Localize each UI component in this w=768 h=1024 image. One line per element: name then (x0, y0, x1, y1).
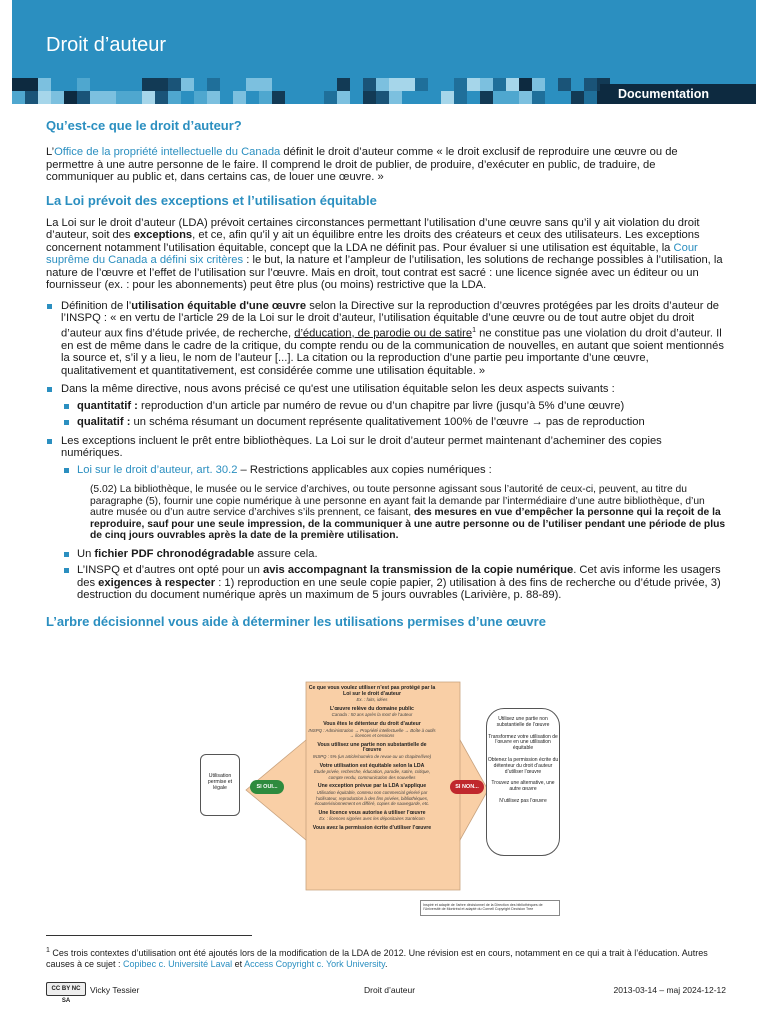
alternative-item: Trouvez une alternative, une autre œuvre (491, 780, 555, 793)
mosaic-tile (12, 91, 25, 104)
mosaic-tile (246, 78, 259, 91)
mosaic-tile (116, 78, 129, 91)
footnote-divider (46, 935, 252, 936)
mosaic-tile (155, 91, 168, 104)
mosaic-tile (493, 91, 506, 104)
decision-criteria (308, 686, 436, 835)
mosaic-tile (519, 78, 532, 91)
mosaic-tile (389, 78, 402, 91)
law-article-link[interactable]: Loi sur le droit d’auteur, art. 30.2 (77, 463, 238, 476)
mosaic-tile (207, 91, 220, 104)
mosaic-tile (142, 78, 155, 91)
page-title: Droit d’auteur (46, 34, 167, 56)
footer-doc-title: Droit d’auteur (364, 985, 416, 995)
copibec-link[interactable]: Copibec c. Université Laval (123, 959, 233, 969)
mosaic-tile (25, 78, 38, 91)
mosaic-tile (51, 91, 64, 104)
section-title-what-is: Qu’est-ce que le droit d’auteur? (46, 118, 242, 133)
mosaic-tile (337, 78, 350, 91)
mosaic-tile (142, 91, 155, 104)
diagram-credit: Inspiré et adapté de l’arbre décisionnel de la Direction des bibliothèques de l’Université de Montréal et adapté du Cornell Copyright Decision Tree (420, 900, 560, 916)
mosaic-tile (194, 91, 207, 104)
mosaic-tile (363, 91, 376, 104)
mosaic-tile (532, 91, 545, 104)
sub-bullet-pdf: Un fichier PDF chronodégradable assure cela. (46, 548, 726, 561)
mosaic-tile (337, 91, 350, 104)
lda-paragraph: La Loi sur le droit d’auteur (LDA) prévoit certaines circonstances permettant l’utilisation d’une œuvre sans qu’il y ait violation du droit d’auteur, soit des exceptions, et ce, afin qu’il y ait un équilibre entre les droits des créateurs et ceux des utilisateurs. Les exceptions concernent notamment l’utilisation équitable, concept que la LDA ne définit pas. Pour évaluer si une utilisation est équitable, la Cour suprême du Canada a défini six critères : le but, la nature et l’ampleur de l’utilisation, les solutions de rechange possibles à l’utilisation, la nature de l’œuvre et l’effet de l’utilisation sur l’œuvre. Mais en droit, tout contrat est sacré : une licence signée avec un éditeur ou un fournisseur (ex. : pour les abonnements) peut être plus (ou moins) restrictive que la LDA. (46, 216, 723, 291)
sub-bullet-inspq-notice: L’INSPQ et d’autres ont opté pour un avis accompagnant la transmission de la copie numérique. Cet avis informe les usagers des exigences à respecter : 1) reproduction en une seule copie papier, 2) utilisation à des fins de recherche ou d’étude privée, 3) destruction du document numérique après un maximum de 5 jours ouvrables (Larivière, p. 88-89). (46, 564, 726, 602)
page-header (12, 0, 756, 104)
criterion: Une exception prévue par la LDA s’applique Utilisation équitable, contenu non commercial généré par l’utilisateur, reproduction à des fins privées, bibliothèques, écoute/visionnement en différé, copies de sauvegarde, etc. (314, 783, 430, 807)
alternative-item: N’utilisez pas l’œuvre (499, 797, 547, 804)
mosaic-tile (181, 78, 194, 91)
mosaic-tile (116, 91, 129, 104)
sub-bullet-quantitative: quantitatif : reproduction d’un article par numéro de revue ou d’un chapitre par livre (jusqu’à 5% d’une œuvre) (46, 400, 726, 413)
mosaic-tile (168, 91, 181, 104)
mosaic-tile (545, 91, 558, 104)
cc-license-badge[interactable]: CC BY NC SA (46, 982, 86, 996)
mosaic-tile (506, 78, 519, 91)
main-content (46, 118, 726, 630)
footer-author: Vicky Tessier (90, 985, 140, 995)
mosaic-tile (454, 78, 467, 91)
opic-link[interactable]: Office de la propriété intellectuelle du Canada (54, 146, 281, 158)
mosaic-tile (129, 91, 142, 104)
mosaic-tile (38, 91, 51, 104)
mosaic-tile (415, 78, 428, 91)
mosaic-tile (506, 91, 519, 104)
mosaic-tile (363, 78, 376, 91)
mosaic-tile (25, 91, 38, 104)
criterion: Une licence vous autorise à utiliser l’œuvre Ex. : licences signées avec les dépositaires Santécom (318, 809, 426, 822)
alternative-item: Transformez votre utilisation de l’œuvre en une utilisation équitable (488, 733, 558, 752)
mosaic-tile (155, 78, 168, 91)
mosaic-tile (207, 78, 220, 91)
mosaic-tile (259, 91, 272, 104)
mosaic-tile (467, 78, 480, 91)
footer-date: 2013-03-14 – maj 2024-12-12 (613, 985, 726, 995)
mosaic-tile (402, 78, 415, 91)
section-title-exceptions: La Loi prévoit des exceptions et l’utilisation équitable (46, 192, 377, 208)
alternatives-box (486, 708, 560, 856)
mosaic-tile (480, 91, 493, 104)
criterion: Vous êtes le détenteur du droit d’auteur INSPQ : Administration → Propriété intellectuelle → Boîte à outils → licences et cessions (308, 720, 436, 739)
si-oui-pill: SI OUI... (250, 780, 284, 794)
mosaic-tile (324, 91, 337, 104)
sub-bullet-law-article: Loi sur le droit d’auteur, art. 30.2 – Restrictions applicables aux copies numériques : (46, 464, 726, 477)
alternative-item: Obtenez la permission écrite du détenteur du droit d’auteur d’utiliser l’œuvre (487, 756, 559, 775)
mosaic-tile (558, 78, 571, 91)
mosaic-tile (90, 91, 103, 104)
mosaic-tile (584, 78, 597, 91)
supreme-court-link[interactable]: Cour suprême du Canada a défini six critères (46, 241, 698, 266)
definition-paragraph: L’Office de la propriété intellectuelle du Canada définit le droit d’auteur comme « le droit exclusif de reproduire une œuvre ou de permettre à une autre personne de le faire. Il comprend le droit de publier, de produire, d’exécuter en public, de traduire, de communiquer au public et, dans certains cas, de louer une œuvre. » (46, 146, 678, 183)
mosaic-tile (584, 91, 597, 104)
alternative-item: Utilisez une partie non substantielle de l’œuvre (496, 716, 550, 728)
decision-tree-diagram (198, 680, 564, 920)
mosaic-tile (233, 91, 246, 104)
mosaic-tile (64, 91, 77, 104)
mosaic-tile (376, 91, 389, 104)
bullet-exceptions-ill: Les exceptions incluent le prêt entre bibliothèques. La Loi sur le droit d’auteur permet maintenant d’acheminer des copies numériques. (46, 435, 726, 460)
criterion: L’œuvre relève du domaine public Canada : 50 ans après la mort de l’auteur (330, 705, 414, 718)
mosaic-tile (532, 78, 545, 91)
sub-bullet-qualitative: qualitatif : un schéma résumant un document représente qualitativement 100% de l’œuvre → pas de reproduction (46, 416, 726, 429)
mosaic-tile (168, 78, 181, 91)
mosaic-tile (389, 91, 402, 104)
mosaic-tile (454, 91, 467, 104)
bullet-directive: Dans la même directive, nous avons précisé ce qu'est une utilisation équitable selon les deux aspects suivants : (46, 383, 726, 396)
mosaic-tile (103, 91, 116, 104)
mosaic-tile (64, 78, 77, 91)
documentation-band: Documentation (600, 84, 756, 104)
mosaic-tile (441, 91, 454, 104)
section-title-decision-tree: L’arbre décisionnel vous aide à déterminer les utilisations permises d’une œuvre (46, 613, 546, 629)
mosaic-tile (376, 78, 389, 91)
si-non-pill: SI NON... (450, 780, 484, 794)
mosaic-tile (493, 78, 506, 91)
criterion: Votre utilisation est équitable selon la LDA Étude privée, recherche, éducation, parodie, satire, critique, compte rendu, communication des nouvelles (313, 762, 431, 780)
page-footer (46, 982, 726, 1004)
access-copyright-link[interactable]: Access Copyright c. York University (244, 959, 386, 969)
mosaic-tile (77, 78, 90, 91)
criterion: Ce que vous voulez utiliser n’est pas protégé par la Loi sur le droit d’auteur Ex. : faits, idées (308, 685, 436, 703)
footnote-ref[interactable]: 1 (472, 326, 477, 334)
mosaic-tile (12, 78, 25, 91)
mosaic-tile (571, 91, 584, 104)
mosaic-tile (415, 91, 428, 104)
law-quote: (5.02) La bibliothèque, le musée ou le service d’archives, ou toute personne agissant sous l’autorité de ceux-ci, peuvent, au titre du paragraphe (5), fournir une copie numérique à une personne en ayant fait la demande par l’intermédiaire d’une autre bibliothèque, d’un autre musée ou d’un autre service d’archives s’ils prennent, ce faisant, des mesures en vue d’empêcher la personne qui la reçoit de la reproduire, sauf pour une seule impression, de la communiquer à une autre personne ou de l’utiliser pendant une période de plus de cinq jours ouvrables après la date de la première utilisation. (90, 484, 726, 542)
mosaic-tile (38, 78, 51, 91)
mosaic-tile (77, 91, 90, 104)
criterion: Vous utilisez une partie non substantielle de l’œuvre INSPQ : 5% (un article/numéro de revue ou un chapitre/livre) (312, 741, 432, 759)
mosaic-tile (272, 91, 285, 104)
mosaic-tile (480, 78, 493, 91)
footnote: $^1$ Ces trois contextes d’utilisation ont été ajoutés lors de la modification de la LDA de 2012. Une révision est en cours, notamment en ce qui a trait à l’éducation. Autres causes à ce sujet : Copibec c. Université Laval et Access Copyright c. York University. (46, 947, 708, 969)
mosaic-tile (519, 91, 532, 104)
criterion: Vous avez la permission écrite d’utiliser l’œuvre (312, 824, 432, 831)
bullet-fair-use-definition: Définition de l’utilisation équitable d'une œuvre selon la Directive sur la reproduction d’œuvres protégées par les droits d’auteur de l’INSPQ : « en vertu de l’article 29 de la Loi sur le droit d’auteur, l’utilisation équitable d’une œuvre ou de tout autre objet du droit d’auteur aux fins d’étude privée, de recherche, d’éducation, de parodie ou de satire$^1$ ne constitue pas une violation du droit d’auteur. Il en est de même dans le cadre de la critique, du compte rendu ou de la communication de nouvelles, en autant que soient mentionnés la source et, s’il y a lieu, le nom de l’auteur [...]. La citation ou la reproduction d’une partie peu importante d’une œuvre, qualitativement et quantitativement, est considérée comme une utilisation équitable. » (46, 300, 726, 378)
permitted-use-box: Utilisation permise et légale (200, 754, 240, 816)
mosaic-tile (259, 78, 272, 91)
